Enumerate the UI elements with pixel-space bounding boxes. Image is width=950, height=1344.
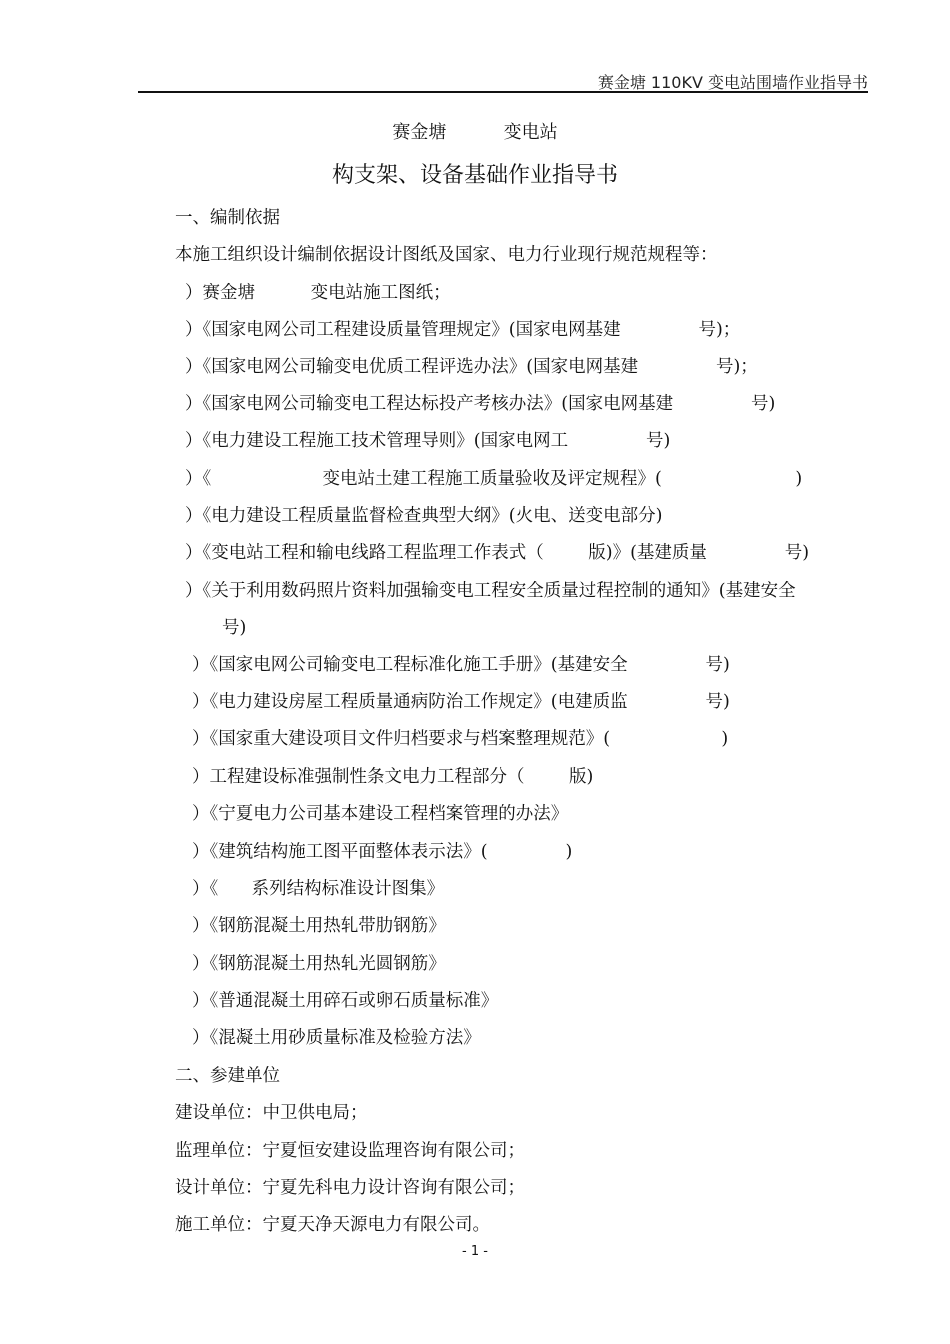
reference-item: ）《电力建设工程质量监督检查典型大纲》(火电、送变电部分) bbox=[185, 506, 663, 526]
participant-line: 设计单位：宁夏先科电力设计咨询有限公司； bbox=[175, 1178, 525, 1198]
section-heading: 一、编制依据 bbox=[175, 208, 280, 228]
reference-item: ）《普通混凝土用碎石或卵石质量标准》 bbox=[192, 991, 499, 1011]
reference-item: ）《国家电网公司输变电工程标准化施工手册》(基建安全 号) bbox=[192, 655, 730, 675]
page-number: - 1 - bbox=[462, 1244, 488, 1259]
section-heading: 二、参建单位 bbox=[175, 1066, 280, 1086]
reference-item: ）《国家电网公司工程建设质量管理规定》(国家电网基建 号)； bbox=[185, 320, 741, 340]
reference-item: ）《电力建设房屋工程质量通病防治工作规定》(电建质监 号) bbox=[192, 692, 730, 712]
reference-item: ）《电力建设工程施工技术管理导则》(国家电网工 号) bbox=[185, 431, 671, 451]
reference-item: ）《 系列结构标准设计图集》 bbox=[192, 879, 445, 899]
participant-line: 建设单位：中卫供电局； bbox=[175, 1103, 368, 1123]
reference-item: ）《混凝土用砂质量标准及检验方法》 bbox=[192, 1028, 481, 1048]
document-title-line1: 赛金塘 变电站 bbox=[392, 122, 558, 143]
reference-item: ）《国家重大建设项目文件归档要求与档案整理规范》( ) bbox=[192, 729, 729, 749]
reference-item: ）《钢筋混凝土用热轧光圆钢筋》 bbox=[192, 954, 446, 974]
reference-item: ）《国家电网公司输变电优质工程评选办法》(国家电网基建 号)； bbox=[185, 357, 758, 377]
reference-item: ）工程建设标准强制性条文电力工程部分（ 版) bbox=[192, 767, 594, 787]
reference-item: ）《建筑结构施工图平面整体表示法》( ) bbox=[192, 842, 573, 862]
reference-item: ）《国家电网公司输变电工程达标投产考核办法》(国家电网基建 号) bbox=[185, 394, 776, 414]
reference-item: ）《 变电站土建工程施工质量验收及评定规程》( ) bbox=[185, 469, 803, 489]
reference-item-continuation: 号) bbox=[222, 618, 247, 638]
header-rule bbox=[138, 91, 868, 93]
participant-line: 施工单位：宁夏天净天源电力有限公司。 bbox=[175, 1215, 490, 1235]
running-header: 赛金塘 110KV 变电站围墙作业指导书 bbox=[597, 73, 868, 92]
reference-item: ）《关于利用数码照片资料加强输变电工程安全质量过程控制的通知》(基建安全 bbox=[185, 581, 796, 601]
participant-line: 监理单位：宁夏恒安建设监理咨询有限公司； bbox=[175, 1141, 525, 1161]
reference-item: ）《宁夏电力公司基本建设工程档案管理的办法》 bbox=[192, 804, 569, 824]
document-title-line2: 构支架、设备基础作业指导书 bbox=[331, 163, 618, 188]
reference-item: ）《钢筋混凝土用热轧带肋钢筋》 bbox=[192, 916, 446, 936]
section-intro: 本施工组织设计编制依据设计图纸及国家、电力行业现行规范规程等： bbox=[175, 245, 718, 265]
reference-item: ）《变电站工程和输电线路工程监理工作表式（ 版)》(基建质量 号) bbox=[185, 543, 810, 563]
reference-item: ）赛金塘 变电站施工图纸； bbox=[185, 283, 451, 303]
